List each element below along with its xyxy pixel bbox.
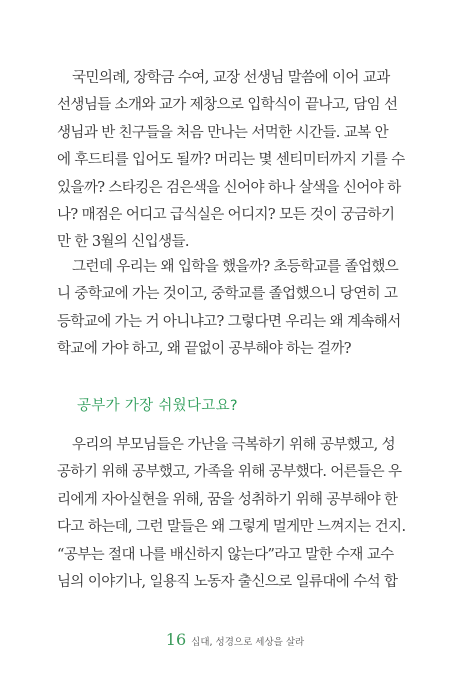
paragraph-line: 학교에 가야 하고, 왜 끝없이 공부해야 하는 걸까? bbox=[57, 341, 351, 358]
book-title: 십대, 성경으로 세상을 살라 bbox=[191, 637, 305, 648]
paragraph-2 bbox=[57, 254, 417, 364]
paragraph-line: 나? 매점은 어디고 급식실은 어디지? 모든 것이 궁금하기 bbox=[57, 206, 395, 223]
paragraph-line: 그런데 우리는 왜 입학을 했을까? 초등학교를 졸업했으 bbox=[72, 259, 399, 275]
paragraph-line: 우리의 부모님들은 가난을 극복하기 위해 공부했고, 성 bbox=[72, 437, 396, 453]
paragraph-line: 등학교에 가는 거 아니냐고? 그렇다면 우리는 왜 계속해서 bbox=[57, 313, 401, 330]
paragraph-line: 생님과 반 친구들을 처음 만나는 서먹한 시간들. 교복 안 bbox=[57, 124, 389, 141]
paragraph-line: 있을까? 스타킹은 검은색을 신어야 하나 살색을 신어야 하 bbox=[57, 179, 401, 196]
page-footer bbox=[0, 629, 470, 654]
paragraph-line: 니 중학교에 가는 것이고, 중학교를 졸업했으니 당연히 고 bbox=[57, 286, 398, 303]
paragraph-1 bbox=[57, 65, 417, 257]
paragraph-line: 만 한 3월의 신입생들. bbox=[57, 234, 189, 251]
paragraph-line: 국민의례, 장학금 수여, 교장 선생님 말씀에 이어 교과 bbox=[72, 70, 390, 86]
paragraph-3 bbox=[57, 432, 417, 596]
section-heading: 공부가 가장 쉬웠다고요? bbox=[77, 398, 238, 414]
paragraph-line: 님의 이야기나, 일용직 노동자 출신으로 일류대에 수석 합 bbox=[57, 573, 398, 590]
paragraph-line: 공하기 위해 공부했고, 가족을 위해 공부했다. 어른들은 우 bbox=[57, 464, 402, 481]
paragraph-line: 선생님들 소개와 교가 제창으로 입학식이 끝나고, 담임 선 bbox=[57, 97, 398, 114]
paragraph-line: “공부는 절대 나를 배신하지 않는다”라고 말한 수재 교수 bbox=[57, 546, 394, 563]
page-number: 16 bbox=[165, 630, 187, 649]
paragraph-line: 리에게 자아실현을 위해, 꿈을 성취하기 위해 공부해야 한 bbox=[57, 491, 398, 508]
paragraph-line: 에 후드티를 입어도 될까? 머리는 몇 센티미터까지 기를 수 bbox=[57, 152, 405, 169]
paragraph-line: 다고 하는데, 그런 말들은 왜 그렇게 멀게만 느껴지는 건지. bbox=[57, 519, 406, 536]
